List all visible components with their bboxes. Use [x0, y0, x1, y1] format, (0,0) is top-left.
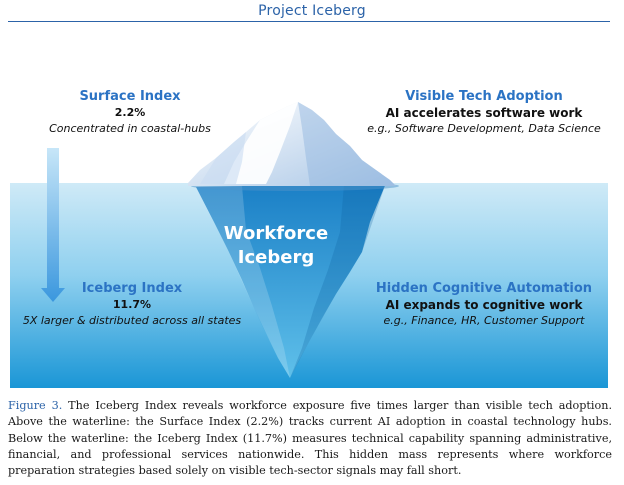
hidden-automation-subtitle: AI expands to cognitive work	[385, 298, 583, 312]
surface-index-block	[25, 88, 235, 137]
center-label-line-2: Iceberg	[237, 247, 315, 268]
iceberg-index-block	[22, 280, 242, 329]
iceberg-index-value: 11.7%	[112, 298, 152, 311]
header-rule	[8, 21, 610, 22]
center-label-line-1: Workforce	[223, 223, 329, 244]
surface-index-value: 2.2%	[114, 106, 146, 119]
center-label	[210, 222, 342, 270]
hidden-automation-block	[360, 280, 608, 329]
hidden-automation-title: Hidden Cognitive Automation	[375, 281, 593, 296]
visible-tech-examples: e.g., Software Development, Data Science	[367, 122, 601, 135]
surface-index-title: Surface Index	[79, 89, 181, 104]
running-title: Project Iceberg	[258, 3, 366, 19]
figure-caption-label: Figure 3.	[8, 399, 63, 412]
iceberg-index-note: 5X larger & distributed across all states	[22, 314, 242, 327]
visible-tech-title: Visible Tech Adoption	[405, 89, 563, 104]
iceberg-index-title: Iceberg Index	[81, 281, 183, 296]
surface-index-note: Concentrated in coastal-hubs	[49, 122, 211, 135]
iceberg-figure	[10, 62, 608, 388]
visible-tech-subtitle: AI accelerates software work	[385, 106, 583, 120]
hidden-automation-examples: e.g., Finance, HR, Customer Support	[383, 314, 585, 327]
figure-caption-text: The Iceberg Index reveals workforce exposure five times larger than visible tech adoption. Above the waterline: the Surface Index (2.2%) tracks current AI adoption in coastal technology hubs. Below the waterline: the Iceberg Index (11.7%) measures technical capability spanning administrative, financial, and professional services nationwide. This hidden mass represents where workforce preparation strategies based solely on visible tech-sector signals may fall short.	[8, 399, 613, 478]
visible-tech-block	[360, 88, 608, 137]
figure-caption	[8, 398, 612, 479]
running-header	[0, 0, 624, 24]
